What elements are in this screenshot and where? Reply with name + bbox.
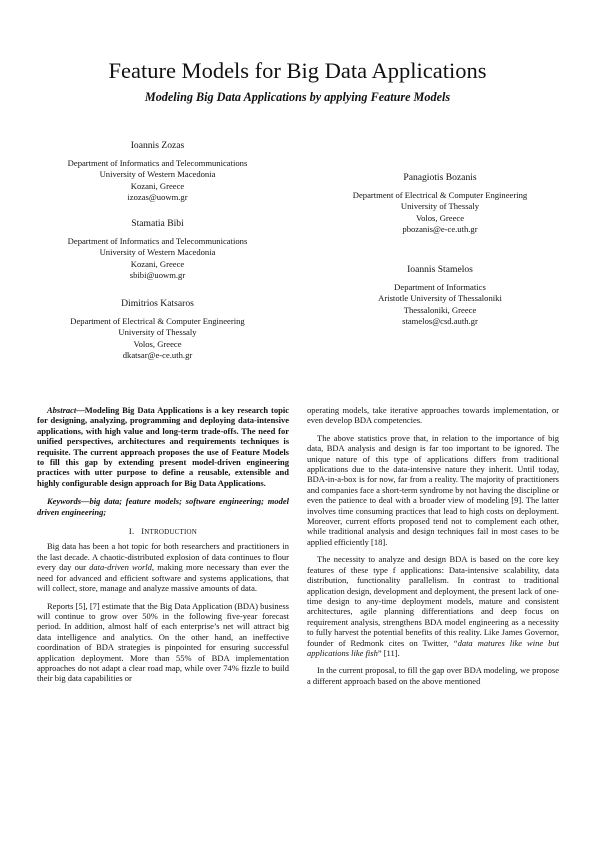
author-department: Department of Informatics and Telecommunications	[67, 235, 248, 246]
author-name: Ioannis Zozas	[130, 140, 185, 151]
author-department: Department of Informatics and Telecommunications	[67, 157, 248, 168]
abstract-text: —Modeling Big Data Applications is a key research topic for designing, analyzing, programming and deploying data-intensive applications, with high value and long-term trade-offs. The need for unified perspectives, architectures and requirements techniques is requisite. The current approach proposes the use of Feature Models to fill this gap by extending present model-driven engineering practices with utter purpose to define a reusable, extensible and highly configurable design approach for Big Data Applications.	[37, 405, 289, 488]
section-first-letter: I	[141, 526, 145, 537]
author-block	[320, 172, 560, 236]
body-paragraph: The above statistics prove that, in relation to the importance of big data, BDA analysis and design is far too important to be ignored. The unique nature of this type of applications differs from traditional applications due to the data-intensive nature they inherit. Until today, BDA-in-a-box is for now, far from a reality. The majority of practitioners and companies face a short-term syndrome by not having the discipline or even the patience to deal with a broader view of modeling [9]. The latter involves time consuming practices that lead to high costs on deployment. Moreover, current efforts proposed tend not to complement each other, while traditional analysis and design techniques fail in most cases to be applied efficiently [18].	[307, 432, 559, 547]
keywords	[37, 496, 289, 517]
author-city: Thessaloniki, Greece	[403, 304, 477, 315]
author-university: University of Thessaly	[118, 327, 197, 338]
author-block	[320, 264, 560, 328]
author-block	[40, 140, 275, 204]
right-column	[307, 405, 559, 686]
paragraph-text: , making more necessary than ever the need for advanced and efficient software and systems applications, that will collect, store, manage and analyze massive amounts of data.	[37, 562, 289, 594]
author-email: dkatsar@e-ce.uth.gr	[122, 350, 193, 361]
body-paragraph	[37, 541, 289, 593]
author-name: Panagiotis Bozanis	[403, 172, 477, 183]
body-paragraph: Reports [5], [7] estimate that the Big Data Application (BDA) business will continue to grow over 50% in the following five-year forecast period. In addition, almost half of each enterprise’s net will attract big data intelligence and analytics. On the other hand, an ineffective coordination of BDA strategies is pinpointed for ensuring successful application deployment. More than 55% of BDA implementation approaches do not adapt a clear road map, while over 74% fizzle to build their big data capabilities or	[37, 600, 289, 684]
abstract	[37, 405, 289, 488]
author-block	[40, 298, 275, 362]
author-city: Volos, Greece	[415, 212, 465, 223]
body-paragraph	[307, 554, 559, 658]
author-city: Volos, Greece	[133, 338, 182, 349]
paper-subtitle: Modeling Big Data Applications by applying Feature Models	[144, 90, 451, 104]
author-email: pbozanis@e-ce.uth.gr	[402, 224, 478, 235]
author-department: Department of Electrical & Computer Engineering	[70, 315, 245, 326]
paragraph-text: ” [11].	[377, 647, 400, 658]
author-email: izozas@uowm.gr	[127, 192, 188, 203]
quote-text: data matures like wine but applications like fish	[307, 637, 559, 658]
author-block	[40, 218, 275, 282]
author-department: Department of Electrical & Computer Engineering	[352, 189, 528, 200]
section-heading	[37, 526, 289, 537]
author-name: Dimitrios Katsaros	[121, 298, 194, 309]
author-university: Aristotle University of Thessaloniki	[378, 293, 502, 304]
author-email: sbibi@uowm.gr	[129, 270, 186, 281]
abstract-label: Abstract	[47, 405, 77, 415]
author-name: Ioannis Stamelos	[407, 264, 473, 275]
author-university: University of Thessaly	[400, 201, 480, 212]
keywords-text: big data; feature models; software engineering; model driven engineering;	[37, 496, 289, 517]
paper-title: Feature Models for Big Data Applications	[108, 58, 487, 83]
body-paragraph: operating models, take iterative approaches towards implementation, or even develop BDA competencies.	[307, 405, 559, 426]
author-city: Kozani, Greece	[130, 258, 185, 269]
author-department: Department of Informatics	[394, 281, 486, 292]
emphasis-text: data-driven world	[89, 562, 152, 573]
section-title-rest: NTRODUCTION	[144, 528, 198, 537]
left-column	[37, 405, 289, 684]
keywords-label: Keywords—	[47, 496, 90, 507]
section-number: I.	[128, 526, 135, 537]
paragraph-text: Big data has been a hot topic for both researchers and practitioners in the last decade. A chaotic-distributed explosion of data continues to flour every day our	[37, 541, 289, 573]
author-email: stamelos@csd.auth.gr	[402, 316, 478, 327]
author-city: Kozani, Greece	[130, 180, 185, 191]
author-university: University of Western Macedonia	[99, 169, 216, 180]
paragraph-text: The necessity to analyze and design BDA is based on the core key features of these type f applications: Data-intensive scalability, data distribution, functionality parallelism. In contrast to traditional application design, development and deployment, the present lack of one-time design to any-time deployment models, mature and consistent architectures, agile planning differentiations and deep focus on requirement analysis, strengthens BDA model engineering as a necessity to fully harvest the potential benefits of this reality. Like James Governor, founder of Redmonk cites on Twitter, “	[307, 554, 559, 648]
author-university: University of Western Macedonia	[99, 247, 216, 258]
author-name: Stamatia Bibi	[131, 218, 184, 229]
body-paragraph: In the current proposal, to fill the gap over BDA modeling, we propose a different approach based on the above mentioned	[307, 665, 559, 686]
